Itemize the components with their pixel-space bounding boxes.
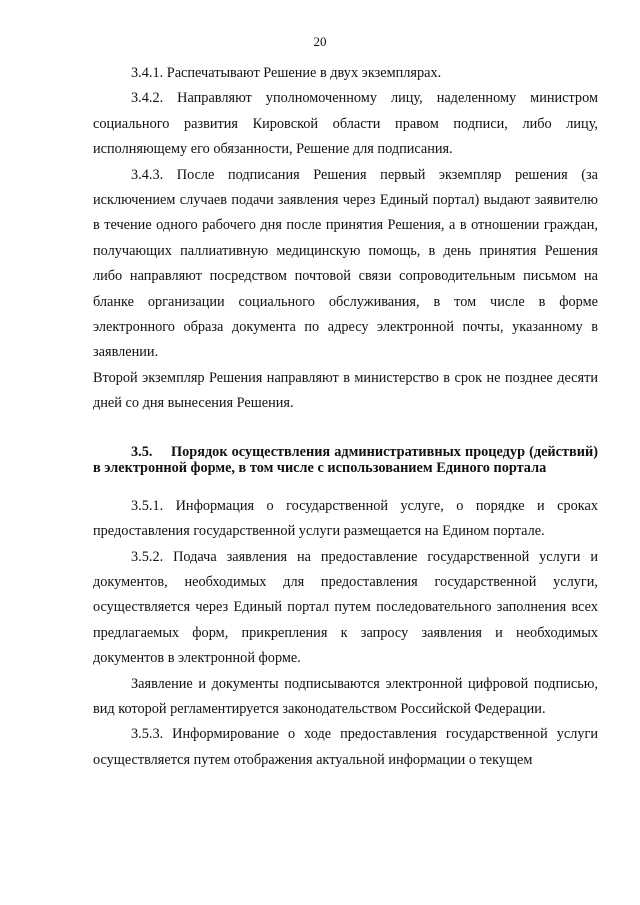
paragraph-3-5-1: 3.5.1. Информация о государственной услуге, о порядке и сроках предоставления государственной услуги размещается на Едином портале.: [93, 497, 598, 540]
paragraph-signature: Заявление и документы подписываются электронной цифровой подписью, вид которой регламентируется законодательством Российской Федерации.: [93, 675, 598, 717]
document-body: [93, 61, 598, 773]
paragraph-3-5-3: 3.5.3. Информирование о ходе предоставления государственной услуги осуществляется путем отображения актуальной информации о текущем: [93, 726, 598, 768]
page-number: 20: [313, 34, 327, 49]
paragraph-3-4-3: 3.4.3. После подписания Решения первый экземпляр решения (за исключением случаев подачи заявления через Единый портал) выдают заявителю в течение одного рабочего дня после принятия Решения, а в отношении граждан, получающих паллиативную медицинскую помощь, в день принятия Решения либо направляют посредством почтовой связи сопроводительным письмом на бланке организации социального обслуживания, в том числе в форме электронного образа документа по адресу электронной почты, указанному в заявлении.: [93, 166, 598, 361]
paragraph-3-4-2: 3.4.2. Направляют уполномоченному лицу, наделенному министром социального развития Кировской области правом подписи, либо лицу, исполняющему его обязанности, Решение для подписания.: [93, 90, 598, 158]
paragraph-second-copy: Второй экземпляр Решения направляют в министерство в срок не позднее десяти дней со дня вынесения Решения.: [93, 369, 598, 412]
section-number: 3.5.: [131, 443, 153, 460]
paragraphs-top: [93, 61, 598, 417]
section-heading: [93, 444, 598, 476]
paragraphs-bottom: [93, 494, 598, 773]
section-title: Порядок осуществления административных процедур (действий) в электронной форме, в том числе с использованием Единого портала: [93, 443, 598, 476]
paragraph-3-5-2: 3.5.2. Подача заявления на предоставление государственной услуги и документов, необходимых для предоставления государственной услуги, осуществляется через Единый портал путем последовательного заполнения всех предлагаемых форм, прикрепления к запросу заявления и необходимых документов в электронной форме.: [93, 548, 598, 667]
paragraph-3-4-1: 3.4.1. Распечатывают Решение в двух экземплярах.: [131, 65, 442, 81]
